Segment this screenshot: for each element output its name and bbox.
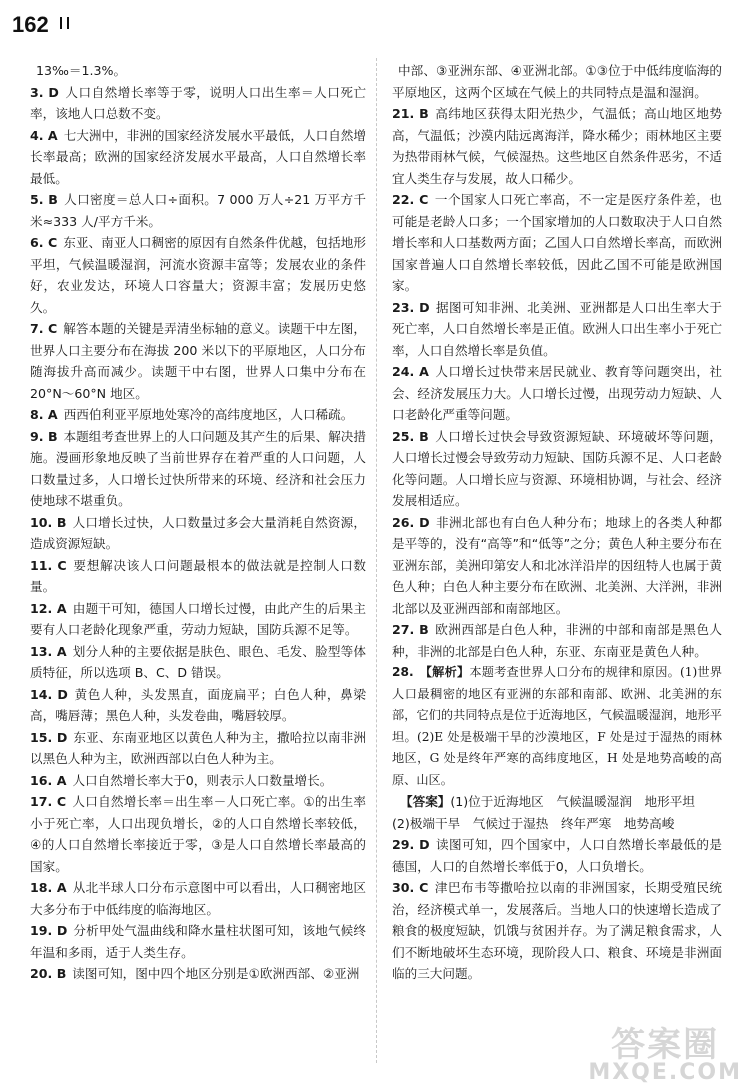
- page-number: 162: [12, 12, 49, 37]
- question-number: 19. D: [30, 923, 68, 938]
- question-number: 12. A: [30, 600, 67, 616]
- answer-text: 13‰＝1.3%。: [36, 63, 127, 78]
- answer-entry: [30, 684, 366, 727]
- answer-entry: [30, 125, 366, 190]
- question-28-answer: [392, 791, 722, 813]
- answer-entry: [392, 619, 722, 662]
- answer-entry: [30, 920, 366, 963]
- question-number: 8. A: [30, 407, 58, 422]
- answer-entry: [30, 791, 366, 877]
- question-number: 27. B: [392, 622, 429, 637]
- question-number: 14. D: [30, 686, 68, 702]
- page-number-mark: [60, 17, 69, 29]
- analysis-text: 本题考查世界人口分布的规律和原因。(1)世界人口最稠密的地区有亚洲的东部和南部、欧洲、北美洲的东部，它们的共同特点是位于近海地区，气候温暖湿润，地形平坦。(2)E 处是极端干旱的沙漠地区，F 处是过于湿热的雨林地区，G 处是终年严寒的高纬度地区，H 处是地势高峻的高原、山区。: [392, 665, 723, 787]
- answer-text: 要想解决该人口问题最根本的做法就是控制人口数量。: [30, 557, 367, 594]
- answer-text: 东亚、南亚人口稠密的原因有自然条件优越，包括地形平坦，气候温暖湿润，河流水资源丰富等；发展农业的条件好，农业发达，环境人口容量大；资源丰富；发展历史悠久。: [30, 235, 366, 315]
- answer-text: 由题干可知，德国人口增长过慢，由此产生的后果主要有人口老龄化现象严重，劳动力短缺，国防兵源不足等。: [30, 600, 366, 637]
- question-number: 28.: [392, 665, 414, 679]
- answer-text: 人口密度＝总人口÷面积。7 000 万人÷21 万平方千米≈333 人/平方千米。: [30, 192, 366, 229]
- answer-text: 黄色人种，头发黑直，面庞扁平；白色人种，鼻梁高，嘴唇薄；黑色人种，头发卷曲，嘴唇较厚。: [30, 686, 367, 723]
- column-divider: [376, 58, 377, 1063]
- answer-entry: [30, 877, 366, 920]
- right-entries: [392, 60, 722, 662]
- answer-text: 人口增长过快会导致资源短缺、环境破坏等问题，人口增长过慢会导致劳动力短缺、国防兵源不足、人口老龄化等问题。人口增长应与资源、环境相协调，与社会、经济发展相适应。: [392, 428, 723, 508]
- answer-text: 非洲北部也有白色人种分布；地球上的各类人种都是平等的，没有“高等”和“低等”之分；黄色人种主要分布在亚洲东部，美洲印第安人和北冰洋沿岸的因纽特人也属于黄色人种；白色人种主要分布在欧洲、北美洲、大洋洲，非洲北部以及亚洲西部和南部地区。: [392, 514, 722, 616]
- answer-entry: [30, 598, 366, 641]
- answer-text: 一个国家人口死亡率高，不一定是医疗条件差，也可能是老龄人口多；一个国家增加的人口数取决于人口自然增长率和人口基数两方面；乙国人口自然增长率高，而欧洲国家普遍人口自然增长率较低，因此乙国不可能是欧洲国家。: [392, 192, 723, 293]
- answer-text: 高纬地区获得太阳光热少，气温低；高山地区地势高，气温低；沙漠内陆远离海洋，降水稀少；雨林地区主要为热带雨林气候，气候湿热。这些地区自然条件恶劣，不适宜人类生存与发展，故人口稀少。: [392, 106, 723, 186]
- answer-text: 分析甲处气温曲线和降水量柱状图可知，该地气候终年温和多雨，适于人类生存。: [30, 923, 366, 960]
- answer-text: 七大洲中，非洲的国家经济发展水平最低，人口自然增长率最高；欧洲的国家经济发展水平最高，人口自然增长率最低。: [30, 127, 366, 186]
- question-number: 29. D: [392, 837, 430, 852]
- answer-label: 【答案】: [400, 794, 451, 809]
- question-number: 22. C: [392, 192, 429, 207]
- question-number: 24. A: [392, 364, 429, 379]
- answer-entry: [392, 189, 722, 297]
- answer-entry: [30, 555, 366, 598]
- question-number: 15. D: [30, 729, 68, 745]
- answer-entry: [392, 834, 722, 877]
- watermark-url: MXQE.COM: [588, 1060, 742, 1085]
- question-number: 25. B: [392, 428, 429, 444]
- question-number: 4. A: [30, 127, 58, 143]
- question-number: 23. D: [392, 299, 430, 315]
- watermark: [588, 1025, 742, 1085]
- answer-entry: [392, 297, 722, 362]
- answer-entry: [30, 963, 366, 985]
- answer-entry: [30, 404, 366, 426]
- question-number: 6. C: [30, 235, 58, 250]
- answer-text: 据图可知非洲、北美洲、亚洲都是人口出生率大于死亡率，人口自然增长率是正值。欧洲人口出生率小于死亡率，人口自然增长率是负值。: [392, 299, 722, 358]
- question-number: 11. C: [30, 557, 67, 573]
- question-number: 17. C: [30, 794, 67, 809]
- answer-entry: [392, 877, 722, 985]
- answer-entry: [30, 82, 366, 125]
- answer-text: 解答本题的关键是弄清坐标轴的意义。读题干中左图，世界人口主要分布在海拔 200 米以下的平原地区，人口分布随海拔升高而减少。读题干中右图，世界人口集中分布在20°N～60°N 地区。: [30, 321, 366, 401]
- answer-text: 人口自然增长率等于零，说明人口出生率＝人口死亡率，该地人口总数不变。: [30, 84, 367, 121]
- question-28-answer-line-2: [392, 813, 722, 835]
- question-number: 3. D: [30, 84, 59, 100]
- question-number: 7. C: [30, 321, 58, 336]
- answer-entry: [30, 318, 366, 404]
- answer-text: 人口增长过快，人口数量过多会大量消耗自然资源，造成资源短缺。: [30, 514, 367, 551]
- answer-entry: [30, 232, 366, 318]
- answer-text: 人口自然增长率大于0，则表示人口数量增长。: [72, 772, 333, 788]
- analysis-label: 【解析】: [419, 665, 470, 679]
- question-number: 20. B: [30, 966, 67, 981]
- answer-text: 读图可知，四个国家中，人口自然增长率最低的是德国，人口的自然增长率低于0，人口负增长。: [392, 837, 722, 874]
- question-28-analysis: [392, 662, 722, 791]
- question-number: 16. A: [30, 772, 67, 788]
- answer-entry: [30, 189, 366, 232]
- question-number: 9. B: [30, 428, 58, 444]
- answer-text: 从北半球人口分布示意图中可以看出，人口稠密地区大多分布于中低纬度的临海地区。: [30, 880, 366, 917]
- question-number: 18. A: [30, 880, 67, 895]
- answer-text: 读图可知，图中四个地区分别是①欧洲西部、②亚洲: [72, 966, 360, 981]
- answer-entry: [392, 103, 722, 189]
- watermark-logo: 答案圈: [611, 1025, 720, 1065]
- question-number: 10. B: [30, 514, 67, 530]
- right-tail-entries: [392, 834, 722, 985]
- answer-line-2: (2)极端干旱 气候过于湿热 终年严寒 地势高峻: [392, 815, 675, 831]
- answer-entry: [392, 361, 722, 426]
- answer-text: 东亚、东南亚地区以黄色人种为主，撒哈拉以南非洲以黑色人种为主，欧洲西部以白色人种为主。: [30, 729, 366, 766]
- question-number: 5. B: [30, 192, 58, 207]
- answer-entry: [30, 512, 366, 555]
- answer-line-1: (1)位于近海地区 气候温暖湿润 地形平坦: [450, 794, 695, 809]
- answer-entry: [30, 770, 366, 792]
- answer-entry: [30, 426, 366, 512]
- answer-text: 人口增长过快带来居民就业、教育等问题突出，社会、经济发展压力大。人口增长过慢，出现劳动力短缺、人口老龄化严重等问题。: [392, 364, 722, 422]
- answer-text: 中部、③亚洲东部、④亚洲北部。①③位于中低纬度临海的平原地区，这两个区域在气候上的共同特点是温和湿润。: [392, 63, 722, 100]
- question-number: 30. C: [392, 880, 429, 895]
- answer-entry: [392, 512, 722, 620]
- question-number: 13. A: [30, 643, 67, 659]
- answer-text: 本题组考查世界上的人口问题及其产生的后果、解决措施。漫画形象地反映了当前世界存在着严重的人口问题，人口数量过多，人口增长过快所带来的环境、经济和社会压力使地球不堪重负。: [30, 428, 367, 508]
- question-number: 21. B: [392, 106, 429, 121]
- answer-text: 西西伯利亚平原地处寒冷的高纬度地区，人口稀疏。: [63, 407, 354, 422]
- answer-text: 划分人种的主要依据是肤色、眼色、毛发、脸型等体质特征，所以选项 B、C、D 错误。: [30, 643, 366, 680]
- answer-text: 人口自然增长率＝出生率－人口死亡率。①的出生率小于死亡率，人口出现负增长，②的人口自然增长率较低，④的人口自然增长率接近于零，③是人口自然增长率最高的国家。: [30, 794, 367, 874]
- answer-entry: [30, 727, 366, 770]
- answer-entry: [30, 60, 366, 82]
- answer-entry: [392, 60, 722, 103]
- answer-entry: [30, 641, 366, 684]
- left-column: [30, 60, 366, 985]
- right-column: [392, 60, 722, 985]
- answer-text: 欧洲西部是白色人种，非洲的中部和南部是黑色人种，非洲的北部是白色人种，东亚、东南亚是黄色人种。: [392, 622, 723, 659]
- answer-text: 津巴布韦等撒哈拉以南的非洲国家，长期受殖民统治，经济模式单一，发展落后。当地人口的快速增长造成了粮食的极度短缺，饥饿与贫困并存。为了满足粮食需求，人们不断地破坏生态环境，现阶段人口、粮食、环境是非洲面临的三大问题。: [392, 880, 723, 981]
- answer-entry: [392, 426, 722, 512]
- question-number: 26. D: [392, 514, 430, 530]
